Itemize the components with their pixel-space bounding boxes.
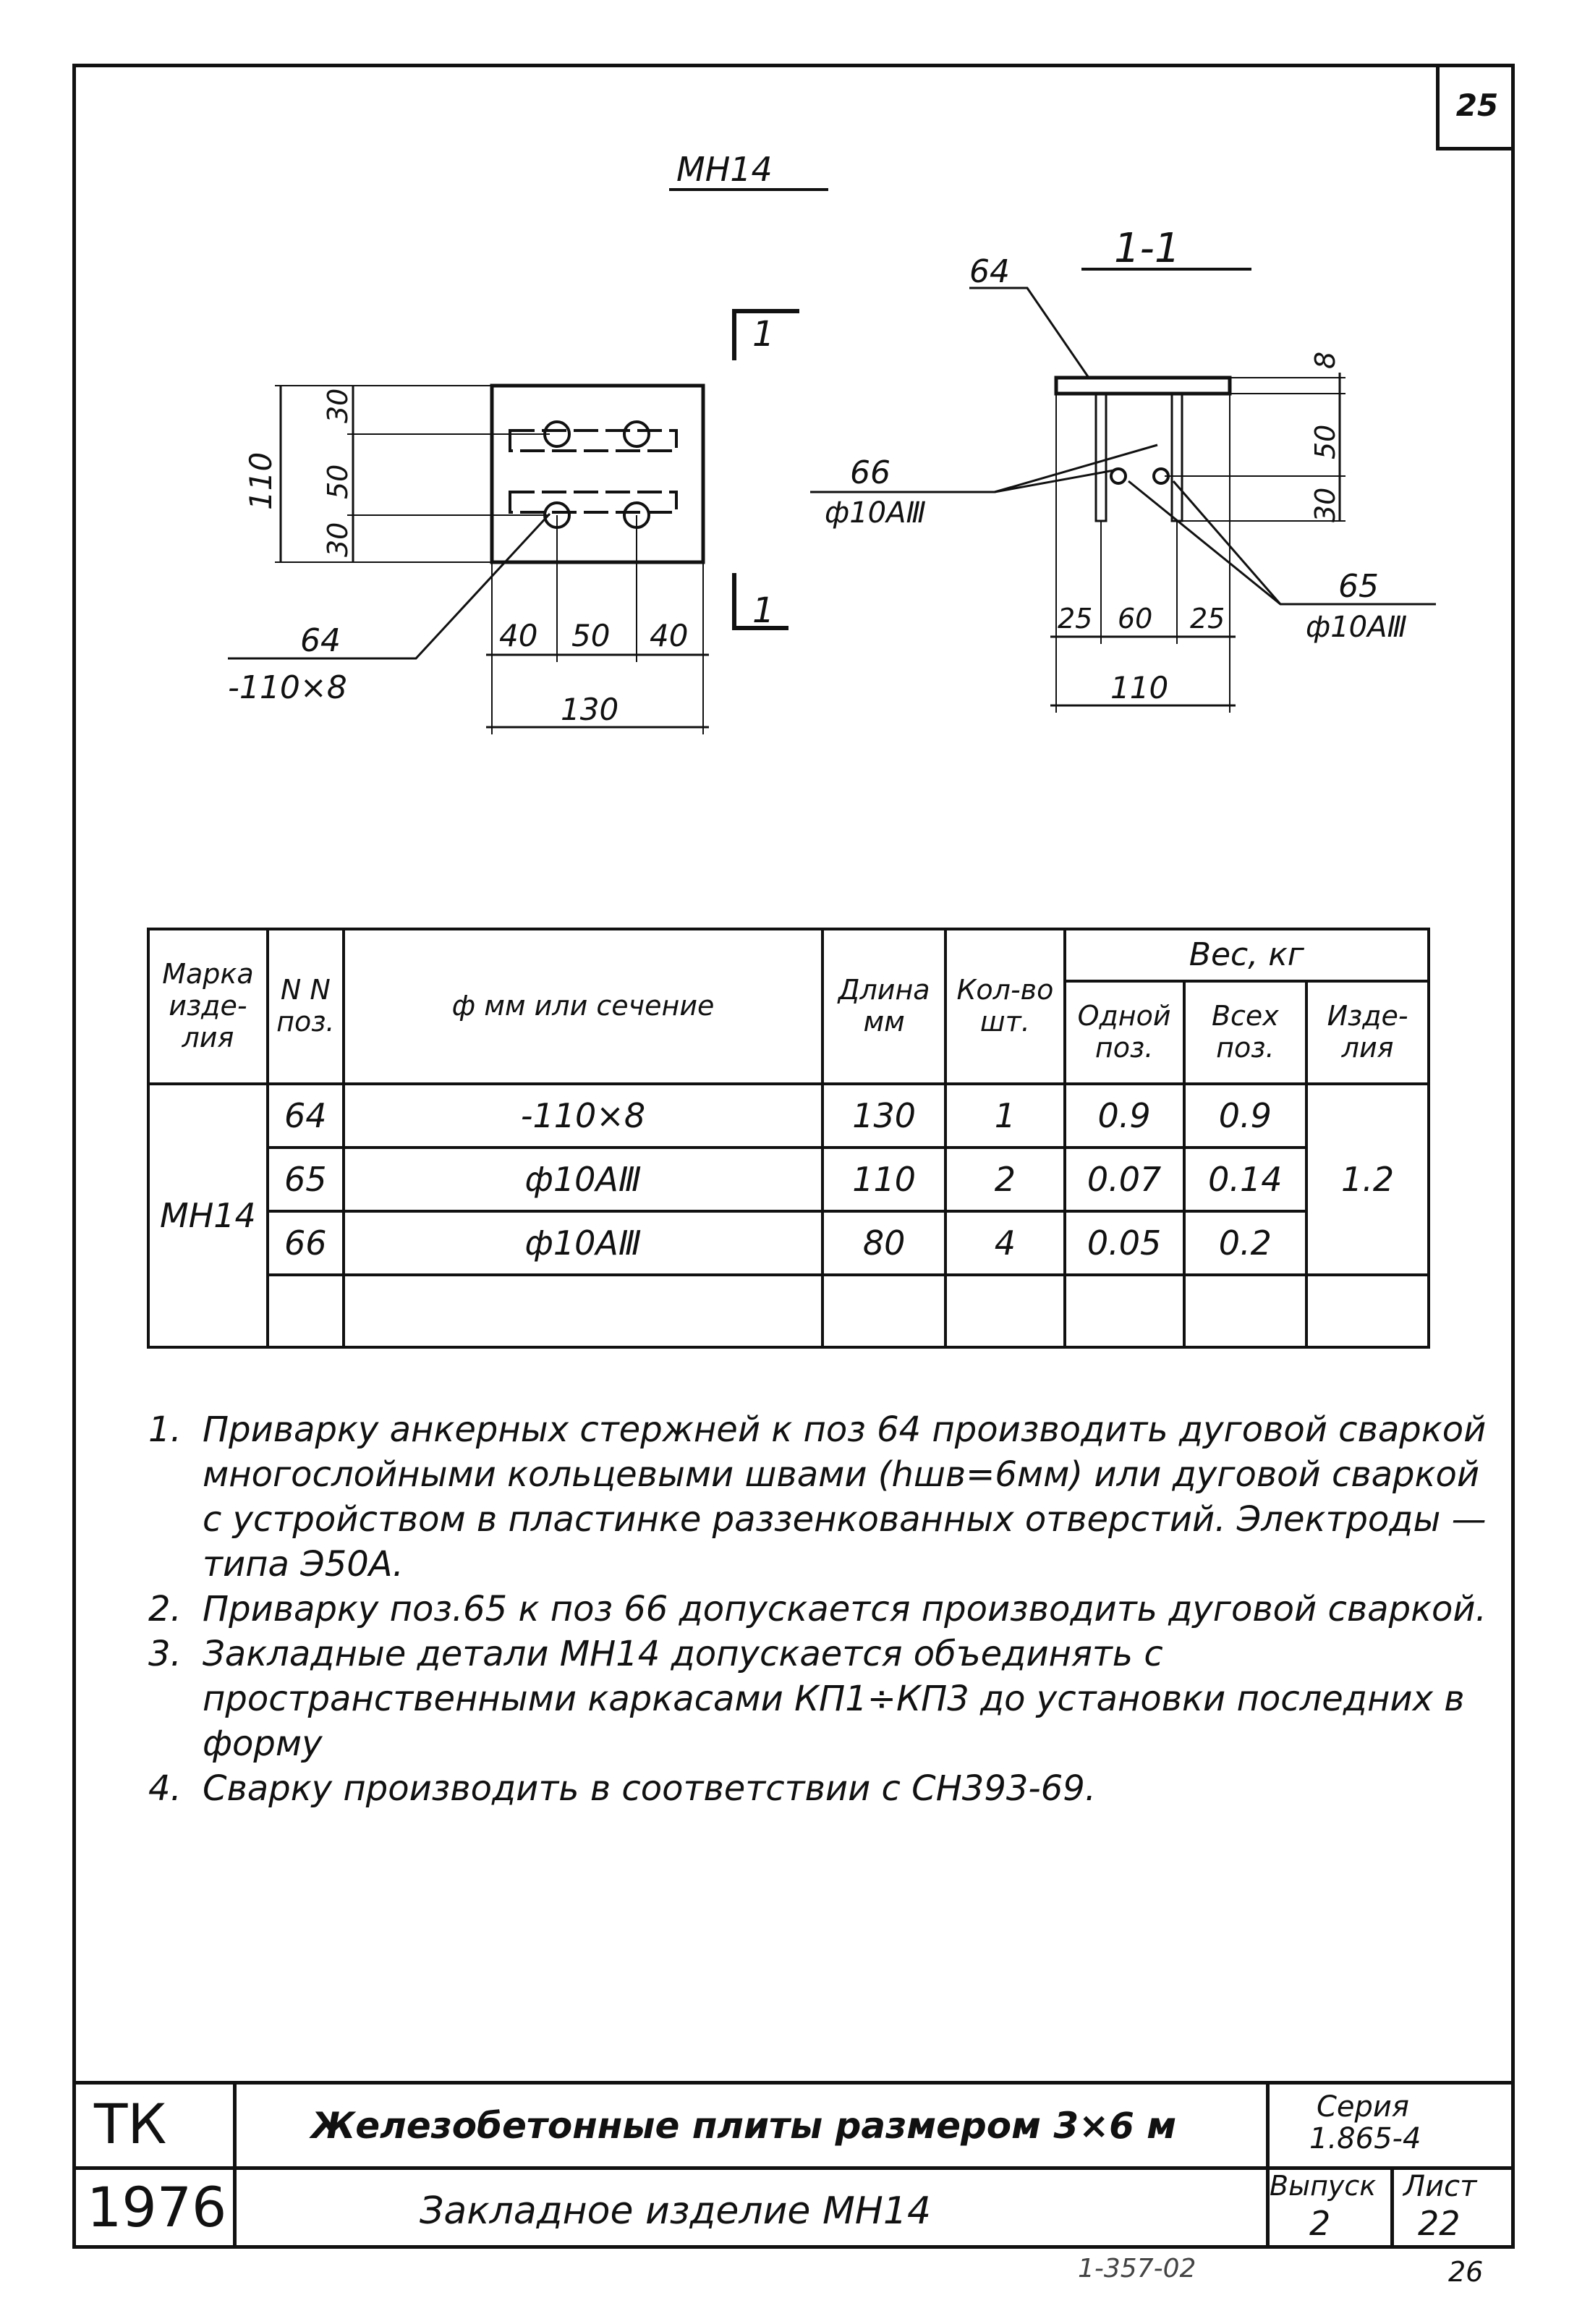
section-dim-h-1: 25 (1058, 603, 1093, 635)
cell-section: ф10АⅢ (344, 1211, 823, 1275)
section-dim-thickness: 8 (1309, 351, 1341, 369)
header-mark: Марка изде-лия (148, 929, 268, 1084)
plan-dim-h-2: 50 (571, 618, 611, 653)
cell-length: 130 (822, 1084, 945, 1148)
cell-w-one: 0.9 (1065, 1084, 1184, 1148)
plan-dim-total-v-label: 110 (243, 451, 279, 510)
header-weight: Вес, кг (1065, 929, 1429, 981)
plan-dim-h-3: 40 (650, 618, 689, 653)
cell-section: -110×8 (344, 1084, 823, 1148)
header-w-item: Изде-лия (1306, 981, 1429, 1084)
stamp-year: 1976 (87, 2175, 227, 2239)
plan-callout-desc: -110×8 (228, 669, 347, 706)
plan-dim-v-2: 50 (322, 464, 354, 499)
cell-w-one: 0.07 (1065, 1148, 1184, 1211)
stamp-org: ТК (94, 2092, 167, 2156)
plan-plate (492, 386, 703, 562)
cell-qty: 1 (945, 1084, 1065, 1148)
cell-length: 80 (822, 1211, 945, 1275)
header-w-one: Одной поз. (1065, 981, 1184, 1084)
header-section: ф мм или сечение (344, 929, 823, 1084)
plan-bar-bottom (510, 492, 676, 512)
section-dim-h-2: 60 (1118, 603, 1153, 635)
cell-w-one: 0.05 (1065, 1211, 1184, 1275)
plan-dim-v-3: 30 (322, 522, 354, 557)
header-qty: Кол-во шт. (945, 929, 1065, 1084)
section-mark-label-top: 1 (752, 314, 775, 355)
plan-dim-h-total: 130 (561, 692, 619, 727)
stamp-title: Железобетонные плиты размером 3×6 м (311, 2105, 1177, 2147)
drawing-area (0, 0, 1590, 832)
table-row (148, 1211, 1429, 1275)
stamp-series-label: Серия (1317, 2090, 1409, 2124)
cell-w-all: 0.9 (1184, 1084, 1307, 1148)
cell-pos: 66 (268, 1211, 344, 1275)
section-plate (1056, 378, 1230, 394)
stamp-series-value: 1.865-4 (1309, 2122, 1421, 2155)
section-callout-right-desc: ф10АⅢ (1306, 611, 1408, 644)
note-item: 1. Приварку анкерных стержней к поз 64 производить дуговой сваркой многослойными кольцевыми швами (hшв=6мм) или дуговой сваркой с устройством в пластинке раззенкованных отверстий. Электроды — типа Э50А. (148, 1409, 1487, 1585)
cell-mark: МН14 (148, 1084, 268, 1347)
cell-length: 110 (822, 1148, 945, 1211)
stamp-sheet-value: 22 (1418, 2204, 1461, 2243)
cell-item-weight: 1.2 (1306, 1084, 1429, 1275)
section-callout-right-pos: 65 (1338, 568, 1379, 605)
notes (148, 1407, 1508, 1811)
stamp-subtitle: Закладное изделие МН14 (420, 2189, 932, 2233)
plan-dim-v-1: 30 (322, 388, 354, 423)
stamp-sheet-label: Лист (1403, 2170, 1477, 2203)
section-title: 1-1 (1114, 225, 1181, 272)
section-anchor-1 (1096, 394, 1106, 521)
section-callout-top: 64 (969, 253, 1010, 290)
cell-qty: 4 (945, 1211, 1065, 1275)
section-callout-left-desc: ф10АⅢ (825, 496, 927, 530)
header-pos: N N поз. (268, 929, 344, 1084)
table-row (148, 1148, 1429, 1211)
plan-anchor-2 (624, 422, 649, 446)
plan-dim-h-1: 40 (499, 618, 538, 653)
cell-w-all: 0.2 (1184, 1211, 1307, 1275)
footer-code: 1-357-02 (1078, 2254, 1196, 2283)
table-row-empty (148, 1275, 1429, 1347)
header-w-all: Всех поз. (1184, 981, 1307, 1084)
section-mark-label-bottom: 1 (752, 590, 775, 631)
footer-page: 26 (1448, 2256, 1484, 2288)
cell-section: ф10АⅢ (344, 1148, 823, 1211)
note-item: 3. Закладные детали МН14 допускается объединять с пространственными каркасами КП1÷КП3 до установки последних в форму (148, 1634, 1465, 1764)
section-callout-left-pos: 66 (850, 454, 890, 491)
cell-pos: 64 (268, 1084, 344, 1148)
section-dim-h-total: 110 (1110, 670, 1169, 705)
corner-sheet-number: 25 (1436, 64, 1515, 150)
note-item: 4. Сварку производить в соответствии с СН393-69. (148, 1768, 1097, 1809)
cell-pos: 65 (268, 1148, 344, 1211)
header-length: Длина мм (822, 929, 945, 1084)
stamp-issue-value: 2 (1309, 2204, 1331, 2243)
section-dim-h-3: 25 (1190, 603, 1225, 635)
table-row (148, 1084, 1429, 1148)
plan-callout-pos: 64 (300, 622, 341, 659)
title-block (72, 2081, 1515, 2249)
section-anchor-2 (1172, 394, 1182, 521)
specification-table (147, 928, 1430, 1349)
cell-qty: 2 (945, 1148, 1065, 1211)
stamp-issue-label: Выпуск (1270, 2170, 1377, 2202)
note-item: 2. Приварку поз.65 к поз 66 допускается производить дуговой сваркой. (148, 1589, 1487, 1629)
section-dim-v-2: 30 (1309, 487, 1341, 522)
drawing-title: МН14 (676, 150, 773, 189)
section-dim-v-1: 50 (1309, 424, 1341, 459)
cell-w-all: 0.14 (1184, 1148, 1307, 1211)
